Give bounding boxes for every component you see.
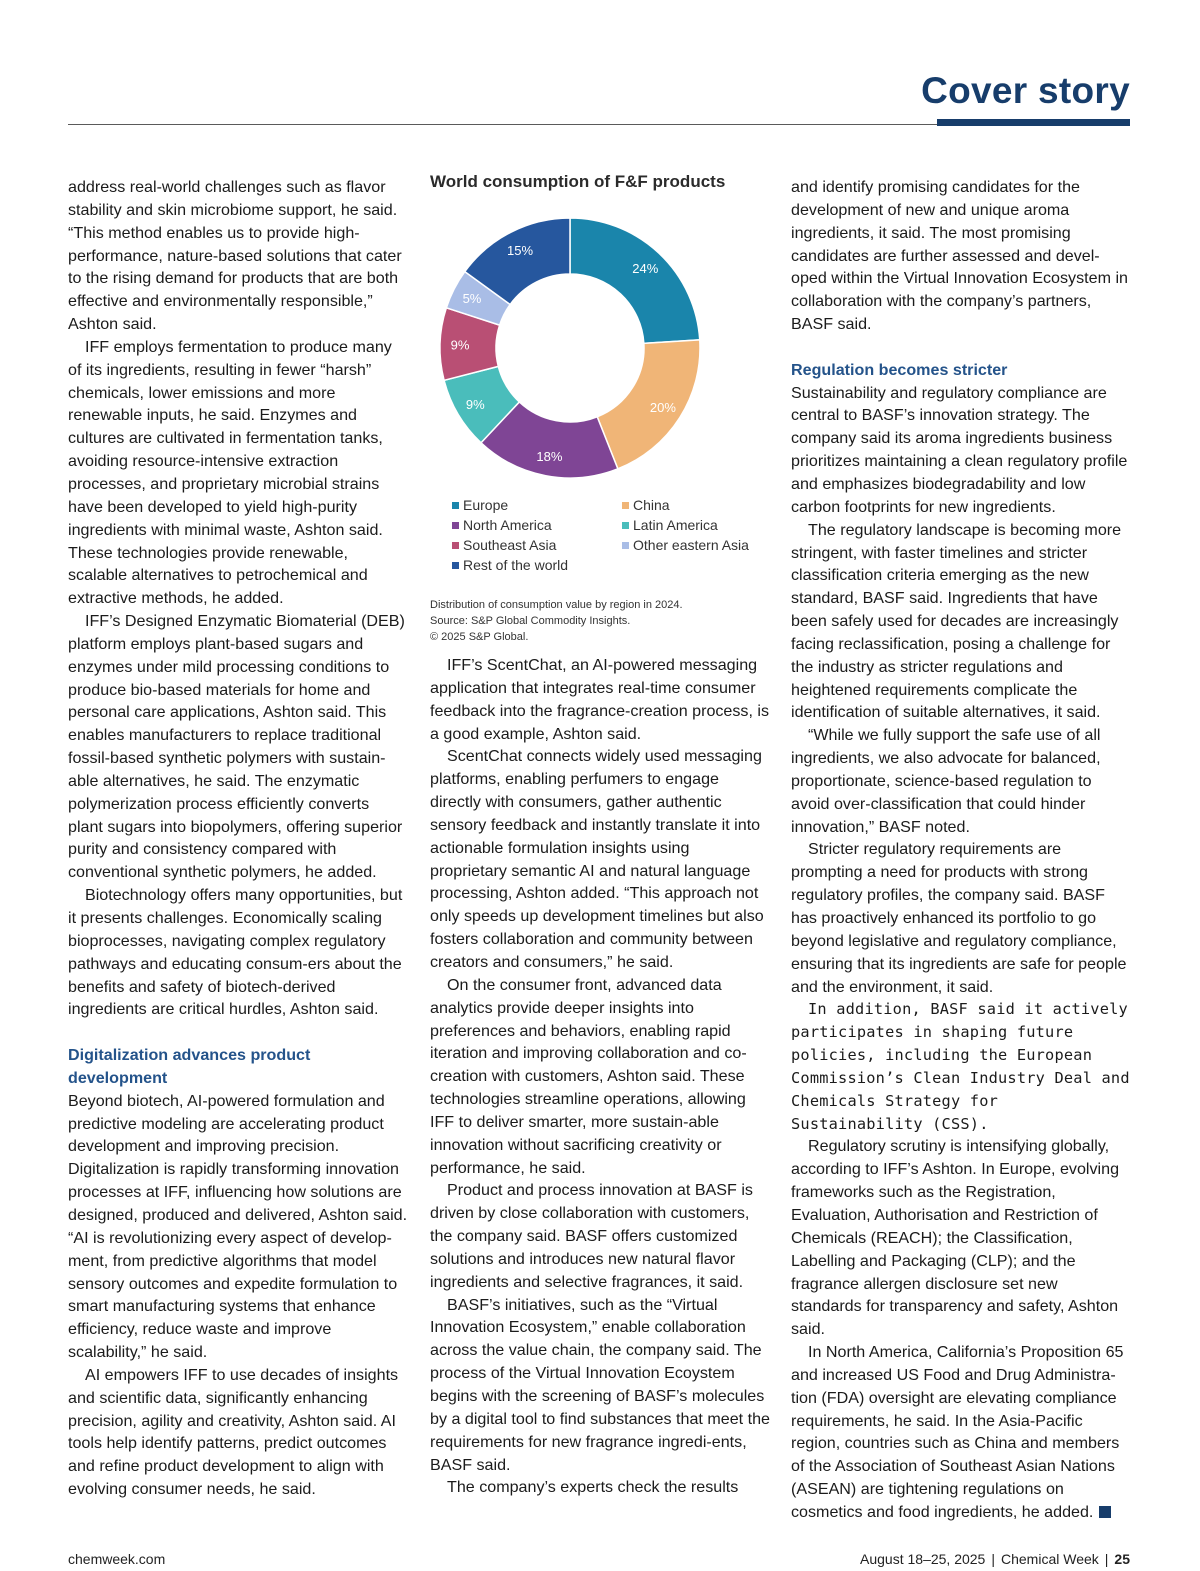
article-column-3 [791,176,1131,1524]
body-paragraph [68,884,408,1021]
body-paragraph [430,974,770,1180]
slice-label: 9% [450,337,470,353]
paragraph-text: BASF’s initiatives, such as the “Virtual Innovation Ecosystem,” enable collaboration across the value chain, the company said. The process of the Virtual Innovation Ecoystem begins with the screening of BASF’s molecules by a digital tool to find substances that meet the requirements for new fragrance ingredi-ents, BASF said. [430,1295,770,1474]
footer-date: August 18–25, 2025 [860,1551,986,1567]
body-paragraph [430,654,770,745]
body-paragraph [430,1179,770,1293]
body-paragraph [430,1476,770,1499]
subheading: Digitalization advances product development [68,1046,311,1087]
legend-item [622,515,718,535]
paragraph-text: Product and process innovation at BASF is driven by close collaboration with customers, the company said. BASF offers customized solutions and introduces new natural flavor ingredients and selective fragrances, it said. [430,1181,753,1291]
legend-item [452,495,508,515]
body-paragraph [68,610,408,884]
legend-swatch [452,502,459,509]
paragraph-text: Sustainability and regulatory compliance are central to BASF’s innovation strategy. The company said its aroma ingredients business prioritizes maintaining a clean regulatory profile and emphasizes biodegradability and low carbon footprints for new ingredients. [791,383,1128,516]
legend-item [622,495,670,515]
donut-chart [430,206,770,496]
body-paragraph [791,519,1131,725]
paragraph-text: ScentChat connects widely used messaging platforms, enabling perfumers to engage directly with consumers, gather authentic sensory feedback and instantly translate it into actionable formulation insights using proprietary semantic AI and natural language processing, Ashton added. “This approach not only speeds up development timelines but also fosters collaboration and community between creators and consumers,” he said. [430,747,764,971]
caption-copyright: © 2025 S&P Global. [430,631,529,643]
paragraph-text: IFF’s Designed Enzymatic Biomaterial (DEB) platform employs plant-based sugars and enzymes under mild processing conditions to produce bio-based materials for home and personal care applications, Ashton said. This enables manufacturers to replace traditional fossil-based synthetic polymers with sustain-able alternatives, he said. The enzymatic polymerization process efficiently converts plant sugars into biopolymers, offering superior purity and consistency compared with conventional synthetic polymers, he added. [68,612,405,882]
paragraph-text: Beyond biotech, AI-powered formulation and predictive modeling are accelerating product development and improving precision. Digitalization is rapidly transforming innovation processes at IFF, influencing how solutions are designed, produced and delivered, Ashton said. “AI is revolutionizing every aspect of develop-ment, from predictive algorithms that model sensory outcomes and expedite formulation to smart manufacturing systems that enhance efficiency, reduce waste and improve scalability,” he said. [68,1091,408,1362]
header-accent-bar [937,119,1130,126]
body-paragraph [68,1090,408,1364]
paragraph-spacer [68,1021,408,1044]
slice-label: 18% [536,449,563,465]
paragraph-spacer [791,336,1131,359]
footer-website[interactable]: chemweek.com [68,1551,166,1567]
body-paragraph [791,176,1131,336]
footer-publication: Chemical Week [1001,1551,1099,1567]
article-column-1 [68,176,408,1501]
slice-label: 5% [462,291,482,307]
paragraph-text: Regulatory scrutiny is intensifying globally, according to IFF’s Ashton. In Europe, evolving frameworks such as the Registration, Evaluation, Authorisation and Restriction of Chemicals (REACH); the Classification, Labelling and Packaging (CLP); and the fragrance allergen disclosure set new standards for transparency and safety, Ashton said. [791,1137,1120,1339]
body-paragraph [791,724,1131,838]
paragraph-text: AI empowers IFF to use decades of insights and scientific data, significantly enhancing precision, agility and creativity, Ashton said. AI tools help identify patterns, predict outcomes and refine product development to align with evolving consumer needs, he said. [68,1365,399,1499]
paragraph-text: IFF employs fermentation to produce many of its ingredients, resulting in fewer “harsh” chemicals, lower emissions and more renewable inputs, he said. Enzymes and cultures are cultivated in fermentation tanks, avoiding resource-intensive extraction processes, and proprietary microbial strains have been developed to yield high-purity ingredients with minimal waste, Ashton said. These technologies provide renewable, scalable alternatives to petrochemical and extractive methods, he added. [68,337,392,608]
paragraph-text: and identify promising candidates for the development of new and unique aroma ingredients, it said. The most promising candidates are further assessed and devel-oped within the Virtual Innovation Ecosystem in collaboration with the company’s partners, BASF said. [791,178,1128,334]
legend-label: North America [463,517,552,533]
slice-label: 24% [632,260,659,276]
donut-slice-china [597,340,700,469]
caption-source: Source: S&P Global Commodity Insights. [430,615,631,627]
legend-item [452,535,556,555]
legend-label: China [633,497,670,513]
end-of-article-mark [1099,1506,1111,1518]
body-paragraph [68,1364,408,1501]
legend-swatch [452,542,459,549]
chart-caption [430,597,683,645]
legend-item [622,535,749,555]
body-paragraph [791,998,1131,1135]
legend-label: Rest of the world [463,557,569,573]
body-paragraph [791,1135,1131,1341]
legend-swatch [622,542,629,549]
paragraph-text: address real-world challenges such as flavor stability and skin microbiome support, he said. “This method enables us to provide high-performance, nature-based solutions that cater to the rising demand for products that are both effective and environmentally responsible,” Ashton said. [68,178,402,334]
body-paragraph [430,745,770,973]
subheading: Regulation becomes stricter [791,360,1008,379]
section-title: Cover story [921,70,1130,111]
body-paragraph [68,176,408,336]
paragraph-text: In North America, California’s Proposition 65 and increased US Food and Drug Administra-tion (FDA) oversight are elevating compliance requirements, he said. In the Asia-Pacific region, countries such as China and members of the Association of Southeast Asian Nations (ASEAN) are tightening regulations on cosmetics and food ingredients, he added. [791,1343,1124,1521]
legend-swatch [622,502,629,509]
legend-label: Latin America [633,517,718,533]
footer-issue-info: August 18–25, 2025 | Chemical Week | 25 [860,1551,1130,1567]
legend-swatch [622,522,629,529]
chart-title: World consumption of F&F products [430,172,726,191]
legend-swatch [452,562,459,569]
body-paragraph [68,336,408,610]
paragraph-text: The regulatory landscape is becoming more stringent, with faster timelines and stricter classification criteria emerging as the new standard, BASF said. Ingredients that have been safely used for decades are increasingly facing reclassification, posing a challenge for the industry as stricter regulations and heightened requirements complicate the identification of suitable alternatives, it said. [791,520,1122,722]
chart-figure [430,170,770,650]
paragraph-text: Biotechnology offers many opportunities, but it presents challenges. Economically scaling bioprocesses, navigating complex regulatory pathways and educating consum-ers about the benefits and safety of biotech-derived ingredients are critical hurdles, Ashton said. [68,886,403,1019]
paragraph-text: Stricter regulatory requirements are prompting a need for products with strong regulatory profiles, the company said. BASF has proactively enhanced its portfolio to go beyond legislative and regulatory compliance, ensuring that its ingredients are safe for people and the environment, it said. [791,840,1127,996]
legend-item [452,515,552,535]
slice-label: 15% [507,242,534,258]
body-paragraph [430,1294,770,1477]
caption-line: Distribution of consumption value by region in 2024. [430,599,683,611]
body-paragraph [791,382,1131,519]
page-number: 25 [1114,1551,1130,1567]
paragraph-text: The company’s experts check the results [447,1478,739,1497]
legend-label: Other eastern Asia [633,537,749,553]
legend-label: Europe [463,497,509,513]
paragraph-text: On the consumer front, advanced data analytics provide deeper insights into preferences and behaviors, enabling rapid iteration and improving collaboration and co-creation with customers, Ashton said. These technologies streamline operations, allowing IFF to deliver smarter, more sustain-able innovation without sacrificing creativity or performance, he said. [430,975,747,1177]
paragraph-text: In addition, BASF said it actively participates in shaping future policies, including the European Commission’s Clean Industry Deal and Chemicals Strategy for Sustainability (CSS). [791,1000,1130,1133]
legend-swatch [452,522,459,529]
legend-item [452,555,568,575]
slice-label: 9% [465,396,485,412]
article-column-2 [430,654,770,1499]
body-paragraph [791,1341,1131,1524]
paragraph-text: “While we fully support the safe use of all ingredients, we also advocate for balanced, proportionate, science-based regulation to avoid over-classification that could hinder innovation,” BASF noted. [791,726,1101,836]
slice-label: 20% [649,399,676,415]
legend-label: Southeast Asia [463,537,557,553]
body-paragraph [791,838,1131,998]
donut-slice-europe [570,218,700,343]
paragraph-text: IFF’s ScentChat, an AI-powered messaging application that integrates real-time consumer feedback into the fragrance-creation process, is a good example, Ashton said. [430,656,770,743]
